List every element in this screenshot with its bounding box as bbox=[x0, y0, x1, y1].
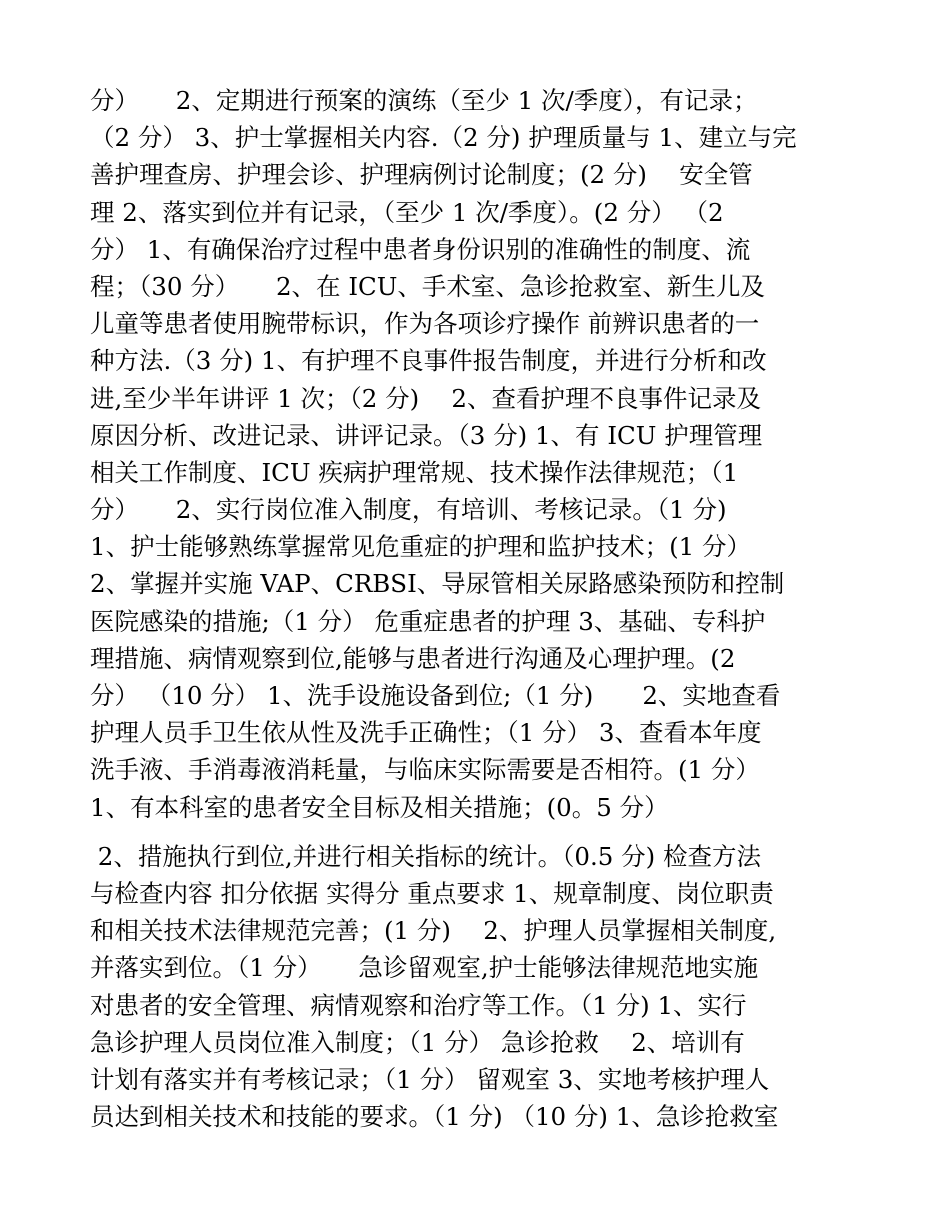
text-line: （2 分） 3、护士掌握相关内容.（2 分) 护理质量与 1、建立与完 bbox=[90, 123, 797, 153]
paragraph-spacing bbox=[90, 826, 862, 838]
text-line: 急诊护理人员岗位准入制度；（1 分） 急诊抢救 2、培训有 bbox=[90, 1027, 745, 1057]
text-line: 2、掌握并实施 VAP、CRBSI、导尿管相关尿路感染预防和控制 bbox=[90, 569, 785, 599]
document-body bbox=[90, 82, 862, 1135]
text-line: 2、措施执行到位,并进行相关指标的统计。（0.5 分) 检查方法 bbox=[90, 841, 762, 871]
text-line: 程；（30 分） 2、在 ICU、手术室、急诊抢救室、新生儿及 bbox=[90, 271, 765, 301]
text-line: 理 2、落实到位并有记录，（至少 1 次/季度）。(2 分） （2 bbox=[90, 197, 724, 227]
text-line: 洗手液、手消毒液消耗量，与临床实际需要是否相符。(1 分） bbox=[90, 755, 760, 785]
text-line: 原因分析、改进记录、讲评记录。（3 分) 1、有 ICU 护理管理 bbox=[90, 420, 763, 450]
text-line: 理措施、病情观察到位,能够与患者进行沟通及心理护理。(2 bbox=[90, 643, 736, 673]
text-line: 1、有本科室的患者安全目标及相关措施；(0。5 分） bbox=[90, 792, 669, 822]
text-line: 计划有落实并有考核记录；（1 分） 留观室 3、实地考核护理人 bbox=[90, 1064, 770, 1094]
text-line: 儿童等患者使用腕带标识，作为各项诊疗操作 前辨识患者的一 bbox=[90, 309, 760, 339]
text-line: 分） 1、有确保治疗过程中患者身份识别的准确性的制度、流 bbox=[90, 234, 751, 264]
text-line: 相关工作制度、ICU 疾病护理常规、技术操作法律规范；（1 bbox=[90, 457, 739, 487]
text-line: 医院感染的措施;（1 分） 危重症患者的护理 3、基础、专科护 bbox=[90, 606, 766, 636]
text-line: 与检查内容 扣分依据 实得分 重点要求 1、规章制度、岗位职责 bbox=[90, 878, 774, 908]
text-line: 护理人员手卫生依从性及洗手正确性；（1 分） 3、查看本年度 bbox=[90, 718, 762, 748]
paragraph-2 bbox=[90, 838, 862, 1136]
text-line: 1、护士能够熟练掌握常见危重症的护理和监护技术；(1 分） bbox=[90, 532, 752, 562]
text-line: 和相关技术法律规范完善；(1 分) 2、护理人员掌握相关制度, bbox=[90, 916, 777, 946]
text-line: 分） （10 分） 1、洗手设施设备到位;（1 分) 2、实地查看 bbox=[90, 681, 781, 710]
paragraph-1 bbox=[90, 82, 862, 826]
text-line: 进,至少半年讲评 1 次；（2 分) 2、查看护理不良事件记录及 bbox=[90, 383, 762, 413]
text-line: 员达到相关技术和技能的要求。（1 分) （10 分) 1、急诊抢救室 bbox=[90, 1102, 779, 1132]
text-line: 善护理查房、护理会诊、护理病例讨论制度；(2 分) 安全管 bbox=[90, 160, 753, 190]
text-line: 种方法.（3 分) 1、有护理不良事件报告制度，并进行分析和改 bbox=[90, 346, 767, 376]
text-line: 分） 2、定期进行预案的演练（至少 1 次/季度），有记录； bbox=[90, 86, 758, 115]
text-line: 并落实到位。（1 分） 急诊留观室,护士能够法律规范地实施 bbox=[90, 953, 759, 983]
text-line: 对患者的安全管理、病情观察和治疗等工作。（1 分) 1、实行 bbox=[90, 990, 747, 1020]
text-line: 分） 2、实行岗位准入制度，有培训、考核记录。（1 分) bbox=[90, 495, 727, 525]
